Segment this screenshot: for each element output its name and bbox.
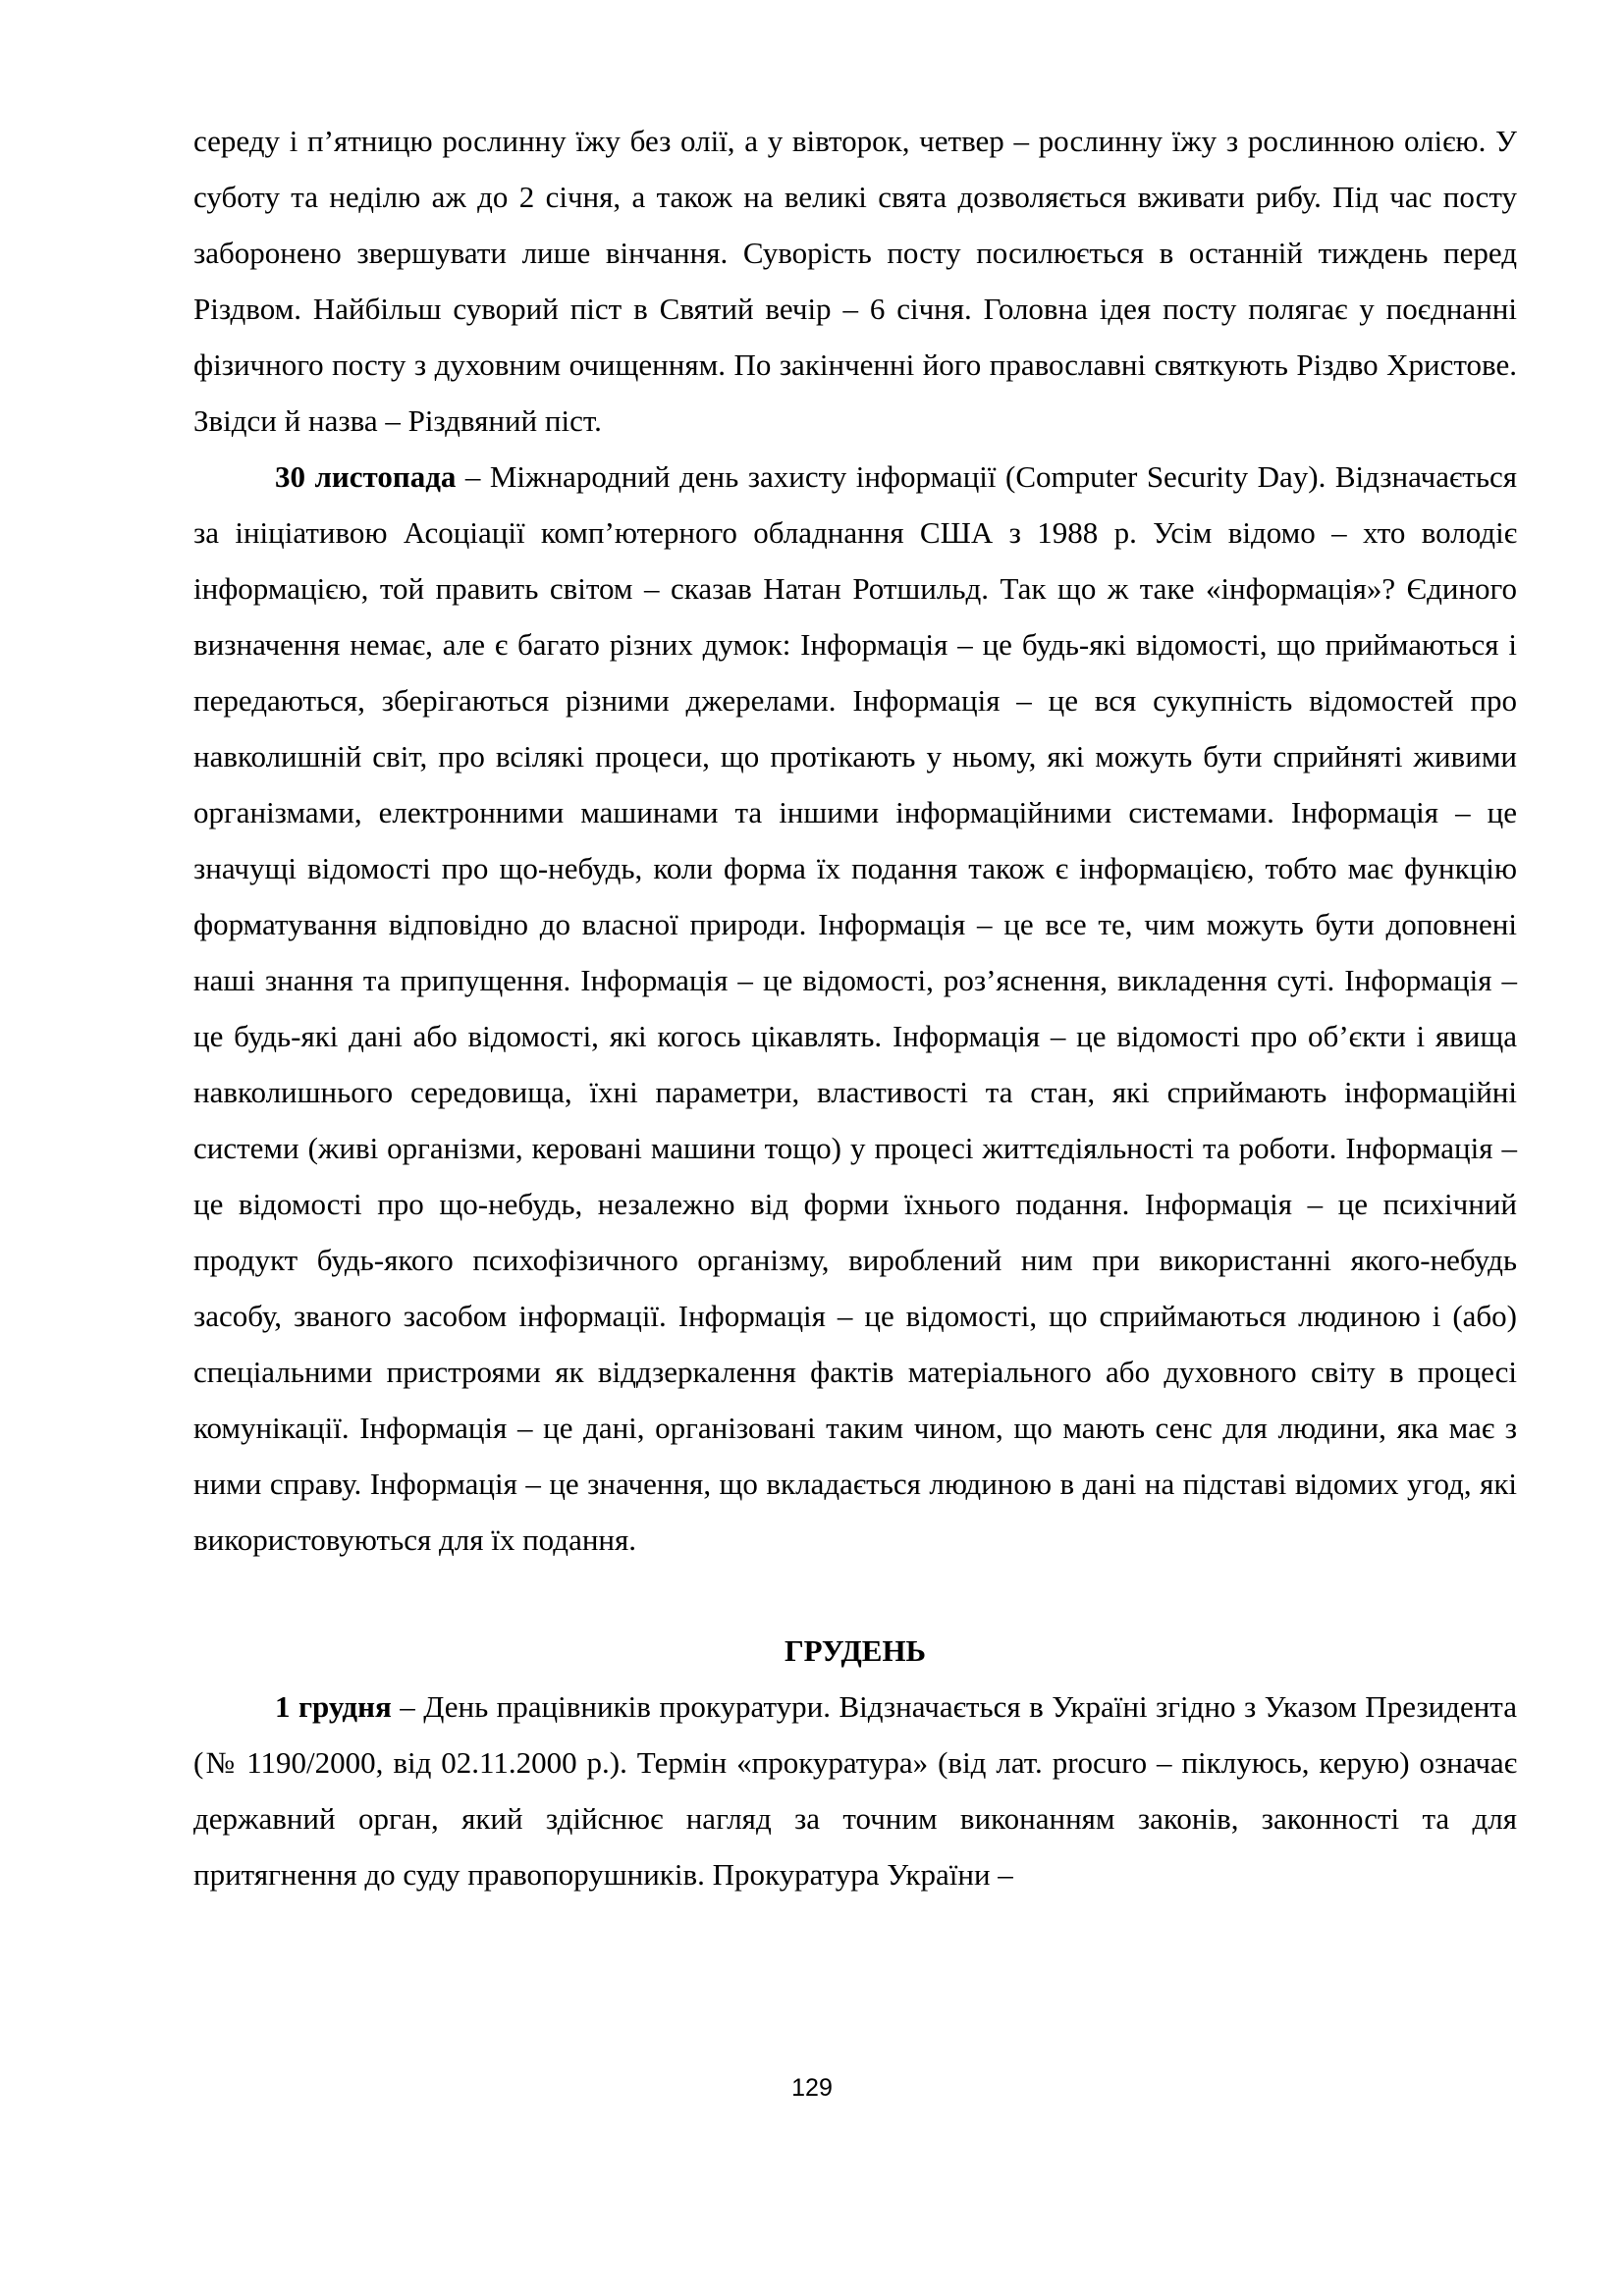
paragraph-prosecutors-day [193, 1679, 1517, 1902]
section-heading: ГРУДЕНЬ [784, 1633, 927, 1668]
document-page [193, 113, 1517, 1902]
page-number: 129 [791, 2074, 833, 2102]
paragraph-text: – День працівників прокуратури. Відзначається в Україні згідно з Указом Президента (№ 1190/2000, від 02.11.2000 р.). Термін «прокуратура» (від лат. procuro – піклуюсь, керую) означає державний орган, який здійснює нагляд за точним виконанням законів, законності та для притягнення до суду правопорушників. Прокуратура України – [193, 1689, 1517, 1892]
paragraph-computer-security-day [193, 449, 1517, 1568]
date-label: 1 грудня [275, 1689, 392, 1724]
paragraph-text: – Міжнародний день захисту інформації (Computer Security Day). Відзначається за ініціативою Асоціації комп’ютерного обладнання США з 1988 р. Усім відомо – хто володіє інформацією, той править світом – сказав Натан Ротшильд. Так що ж таке «інформація»? Єдиного визначення немає, але є багато різних думок: Інформація – це будь-які відомості, що приймаються і передаються, зберігаються різними джерелами. Інформація – це вся сукупність відомостей про навколишній світ, про всілякі процеси, що протікають у ньому, які можуть бути сприйняті живими організмами, електронними машинами та іншими інформаційними системами. Інформація – це значущі відомості про що-небудь, коли форма їх подання також є інформацією, тобто має функцію форматування відповідно до власної природи. Інформація – це все те, чим можуть бути доповнені наші знання та припущення. Інформація – це відомості, роз’яснення, викладення суті. Інформація – це будь-які дані або відомості, які когось цікавлять. Інформація – це відомості про об’єкти і явища навколишнього середовища, їхні параметри, властивості та стан, які сприймають інформаційні системи (живі організми, керовані машини тощо) у процесі життєдіяльності та роботи. Інформація – це відомості про що-небудь, незалежно від форми їхнього подання. Інформація – це психічний продукт будь-якого психофізичного організму, вироблений ним при використанні якого-небудь засобу, званого засобом інформації. Інформація – це відомості, що сприймаються людиною і (або) спеціальними пристроями як віддзеркалення фактів матеріального або духовного світу в процесі комунікації. Інформація – це дані, організовані таким чином, що мають сенс для людини, яка має з ними справу. Інформація – це значення, що вкладається людиною в дані на підставі відомих угод, які використовуються для їх подання. [193, 459, 1517, 1557]
paragraph-lent-fast: середу і п’ятницю рослинну їжу без олії, а у вівторок, четвер – рослинну їжу з рослинною олією. У суботу та неділю аж до 2 січня, а також на великі свята дозволяється вживати рибу. Під час посту заборонено звершувати лише вінчання. Суворість посту посилюється в останній тиждень перед Різдвом. Найбільш суворий піст в Святий вечір – 6 січня. Головна ідея посту полягає у поєднанні фізичного посту з духовним очищенням. По закінченні його православні святкують Різдво Христове. Звідси й назва – Різдвяний піст. [193, 124, 1517, 438]
date-label: 30 листопада [275, 459, 457, 494]
